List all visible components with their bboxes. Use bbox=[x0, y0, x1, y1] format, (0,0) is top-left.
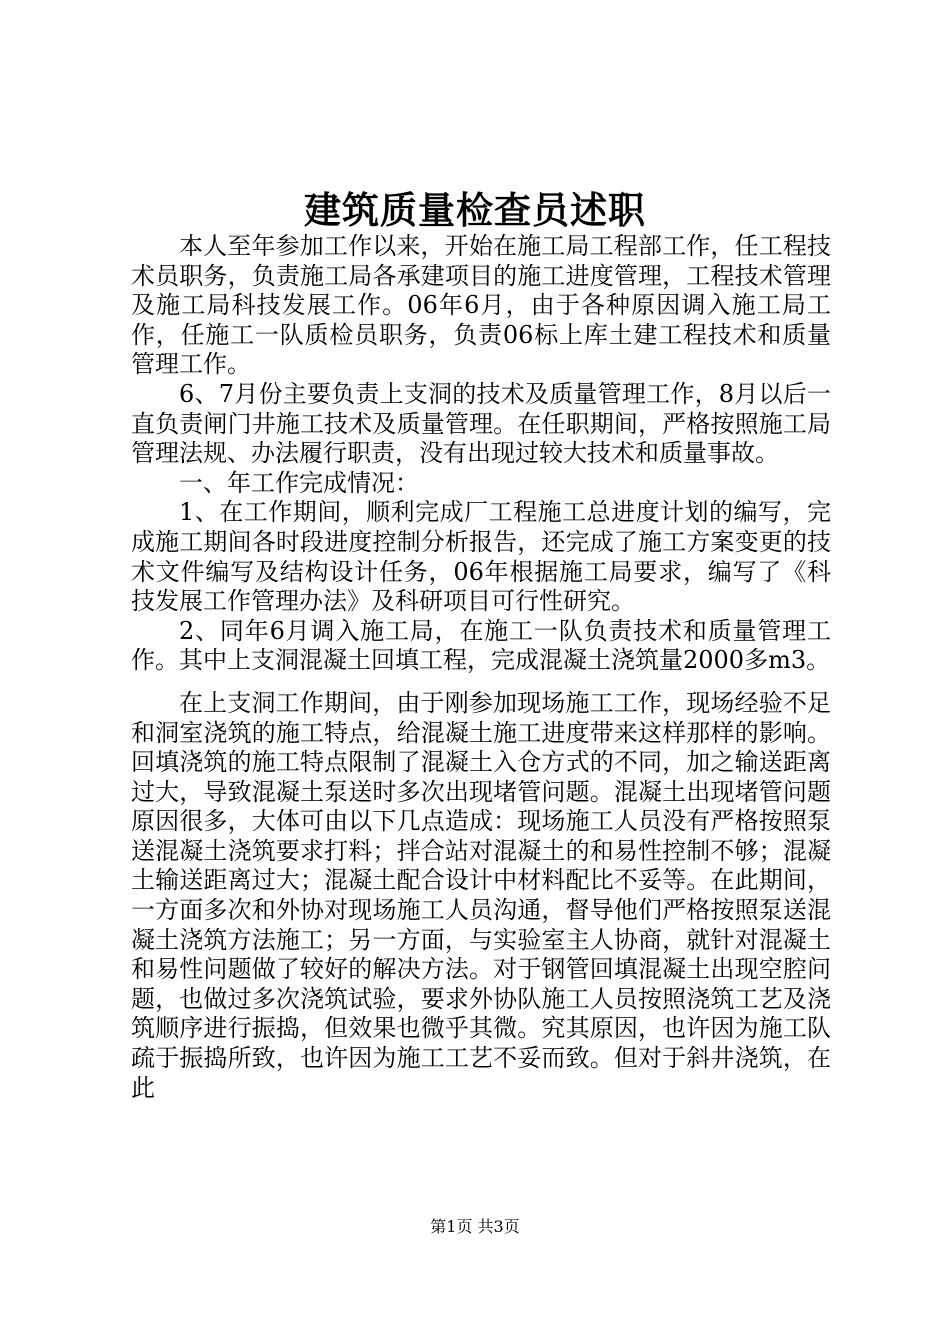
paragraph-responsibilities: 6、7月份主要负责上支洞的技术及质量管理工作，8月以后一直负责闸门井施工技术及质量管理。在任职期间，严格按照施工局管理法规、办法履行职责，没有出现过较大技术和质量事故。 bbox=[131, 379, 831, 468]
paragraph-shaft-work: 在上支洞工作期间，由于刚参加现场施工工作，现场经验不足和洞室浇筑的施工特点，给混凝土施工进度带来这样那样的影响。回填浇筑的施工特点限制了混凝土入仓方式的不同，加之输送距离过大，导致混凝土泵送时多次出现堵管问题。混凝土出现堵管问题原因很多，大体可由以下几点造成：现场施工人员没有严格按照泵送混凝土浇筑要求打料；拌合站对混凝土的和易性控制不够；混凝土输送距离过大；混凝土配合设计中材料配比不妥等。在此期间，一方面多次和外协对现场施工人员沟通，督导他们严格按照泵送混凝土浇筑方法施工；另一方面，与实验室主人协商，就针对混凝土和易性问题做了较好的解决方法。对于钢管回填混凝土出现空腔问题，也做过多次浇筑试验，要求外协队施工人员按照浇筑工艺及浇筑顺序进行振捣，但效果也微乎其微。究其原因，也许因为施工队疏于振捣所致，也许因为施工工艺不妥而致。但对于斜井浇筑，在此 bbox=[131, 688, 831, 1102]
document-title: 建筑质量检查员述职 bbox=[304, 188, 646, 232]
document-body bbox=[131, 232, 831, 1103]
section-heading-work-completion: 一、年工作完成情况： bbox=[179, 468, 419, 497]
paragraph-item-2: 2、同年6月调入施工局，在施工一队负责技术和质量管理工作。其中上支洞混凝土回填工程，完成混凝土浇筑量2000多m3。 bbox=[131, 616, 831, 675]
paragraph-item-1: 1、在工作期间，顺利完成厂工程施工总进度计划的编写，完成施工期间各时段进度控制分析报告，还完成了施工方案变更的技术文件编写及结构设计任务，06年根据施工局要求，编写了《科技发展工作管理办法》及科研项目可行性研究。 bbox=[131, 498, 831, 616]
page-number-footer: 第1页 共3页 bbox=[430, 1217, 520, 1236]
paragraph-intro: 本人至年参加工作以来，开始在施工局工程部工作，任工程技术员职务，负责施工局各承建项目的施工进度管理，工程技术管理及施工局科技发展工作。06年6月，由于各种原因调入施工局工作，任施工一队质检员职务，负责06标上库土建工程技术和质量管理工作。 bbox=[131, 232, 831, 379]
